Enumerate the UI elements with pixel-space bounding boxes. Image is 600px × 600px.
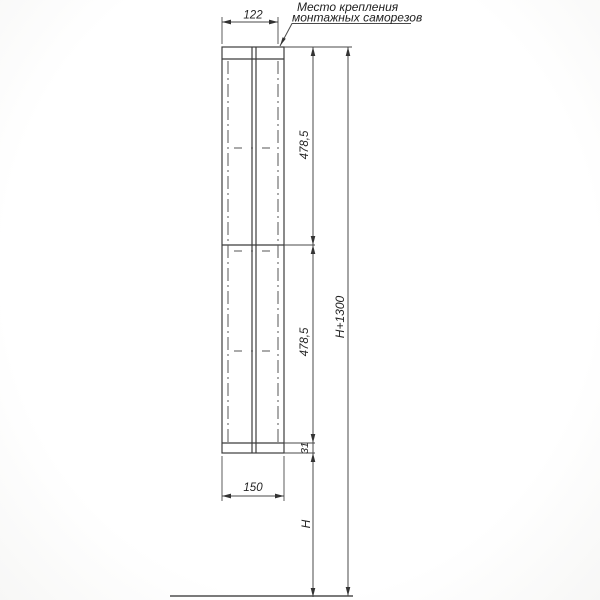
cabinet-outline <box>222 47 284 453</box>
cabinet-body <box>222 47 284 453</box>
labels <box>243 0 422 528</box>
dimension-lines <box>222 22 411 597</box>
annotation-line2: монтажных саморезов <box>292 10 423 25</box>
dim-122-label: 122 <box>243 9 263 22</box>
dim-H1300-label: H+1300 <box>333 295 347 339</box>
arrowheads <box>222 20 350 597</box>
extension-lines <box>222 17 352 501</box>
screw-axes <box>228 61 278 443</box>
leader-line <box>280 24 411 47</box>
leader-arrow <box>280 37 286 46</box>
dim-478-lower-label: 478,5 <box>299 327 311 357</box>
dim-478-upper-label: 478,5 <box>299 130 311 160</box>
dim-31-label: 31 <box>299 442 311 454</box>
dim-H-label: H <box>299 519 313 529</box>
annotation-line1: Место крепления <box>297 0 399 14</box>
dim-150-label: 150 <box>243 482 263 494</box>
